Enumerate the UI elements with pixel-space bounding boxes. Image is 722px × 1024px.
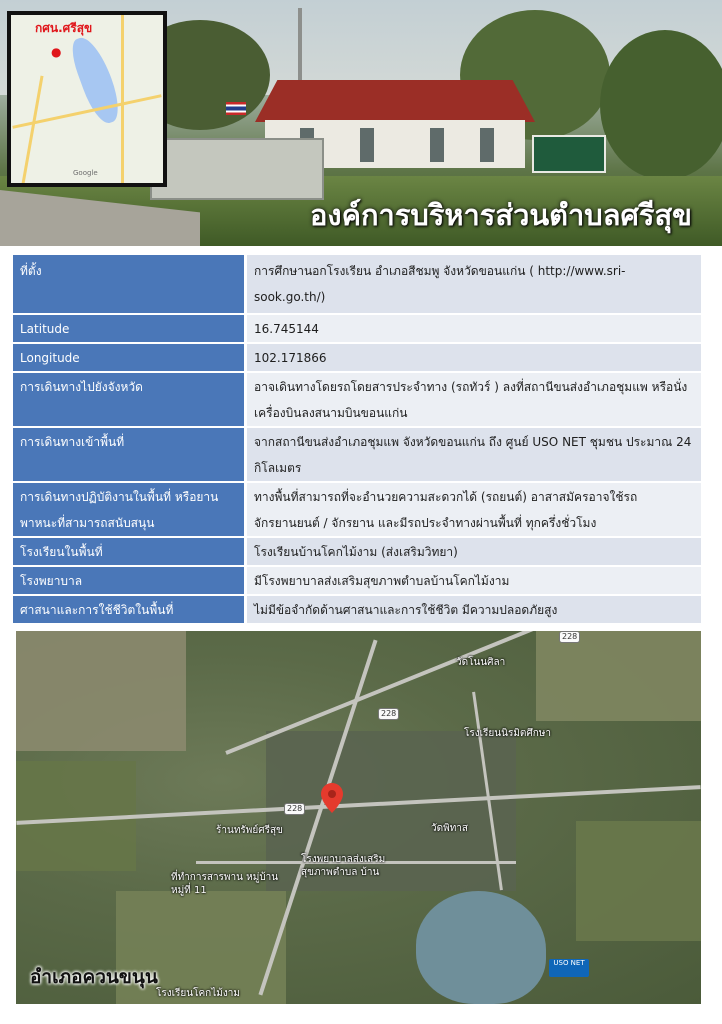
place-label: ร้านทรัพย์ศรีสุข (216, 825, 283, 836)
table-row (13, 344, 701, 371)
row-key: โรงเรียนในพื้นที่ (13, 538, 247, 565)
field (16, 631, 186, 751)
table-row (13, 428, 701, 481)
row-value: การศึกษานอกโรงเรียน อำเภอสีชมพู จังหวัดขอนแก่น ( http://www.sri-sook.go.th/) (247, 255, 701, 313)
inset-map-label: กศน.ศรีสุข (35, 21, 93, 35)
row-key: Longitude (13, 344, 247, 371)
row-key: Latitude (13, 315, 247, 342)
row-value: มีโรงพยาบาลส่งเสริมสุขภาพตำบลบ้านโคกไม้งาม (247, 567, 701, 594)
row-value: อาจเดินทางโดยรถโดยสารประจำทาง (รถทัวร์ ) ลงที่สถานีขนส่งอำเภอชุมแพ หรือนั่งเครื่องบินลงสนามบินขอนแก่น (247, 373, 701, 426)
google-logo: Google (73, 169, 98, 177)
row-key: การเดินทางเข้าพื้นที่ (13, 428, 247, 481)
place-label: วัดโนนศิลา (456, 657, 506, 668)
map-pin-icon: ● (51, 45, 62, 59)
row-key: การเดินทางปฏิบัติงานในพื้นที่ หรือยานพาหนะที่สามารถสนับสนุน (13, 483, 247, 536)
table-row (13, 373, 701, 426)
green-signboard (532, 135, 606, 173)
header-photo (0, 0, 722, 246)
row-key: โรงพยาบาล (13, 567, 247, 594)
place-label: โรงพยาบาลส่งเสริม สุขภาพตำบล บ้าน (301, 854, 386, 878)
map-road (121, 15, 124, 183)
table-row (13, 483, 701, 536)
table-row (13, 596, 701, 623)
window (430, 128, 444, 162)
row-key: ที่ตั้ง (13, 255, 247, 313)
building-roof (255, 80, 535, 122)
route-shield: 228 (559, 631, 580, 643)
page-title: องค์การบริหารส่วนตำบลศรีสุข (310, 198, 692, 232)
place-label: โรงเรียนโคกไม้งาม (156, 988, 240, 999)
route-shield: 228 (284, 803, 305, 815)
table-row (13, 255, 701, 313)
table-row (13, 567, 701, 594)
pond (416, 891, 546, 1004)
map-road (21, 76, 43, 185)
row-value: จากสถานีขนส่งอำเภอชุมแพ จังหวัดขอนแก่น ถึง ศูนย์ USO NET ชุมชน ประมาณ 24 กิโลเมตร (247, 428, 701, 481)
window (360, 128, 374, 162)
route-shield: 228 (378, 708, 399, 720)
thai-flag (226, 102, 246, 115)
satellite-map[interactable] (16, 631, 701, 1004)
place-label: ที่ทำการสารพาน หมู่บ้านหมู่ที่ 11 (171, 872, 279, 896)
field (576, 821, 701, 941)
row-value: 102.171866 (247, 344, 701, 371)
tree (600, 30, 722, 180)
window (480, 128, 494, 162)
location-pin-icon[interactable] (321, 783, 343, 813)
district-label: อำเภอควนขนุน (30, 966, 158, 988)
row-value: ไม่มีข้อจำกัดด้านศาสนาและการใช้ชีวิต มีความปลอดภัยสูง (247, 596, 701, 623)
row-value: ทางพื้นที่สามารถที่จะอำนวยความสะดวกได้ (รถยนต์) อาสาสมัครอาจใช้รถจักรยานยนต์ / จักรยาน และมีรถประจำทางผ่านพื้นที่ ทุกครึ่งชั่วโมง (247, 483, 701, 536)
name-signboard (150, 138, 324, 200)
row-value: 16.745144 (247, 315, 701, 342)
info-table (13, 253, 701, 625)
inset-map (7, 11, 167, 187)
place-label: โรงเรียนนิรมิตศึกษา (464, 728, 552, 739)
row-key: ศาสนาและการใช้ชีวิตในพื้นที่ (13, 596, 247, 623)
table-row (13, 315, 701, 342)
place-label: วัดพิทาส (431, 823, 469, 834)
row-value: โรงเรียนบ้านโคกไม้งาม (ส่งเสริมวิทยา) (247, 538, 701, 565)
uso-net-badge: USO NET (549, 959, 589, 977)
table-row (13, 538, 701, 565)
field (536, 631, 701, 721)
row-key: การเดินทางไปยังจังหวัด (13, 373, 247, 426)
